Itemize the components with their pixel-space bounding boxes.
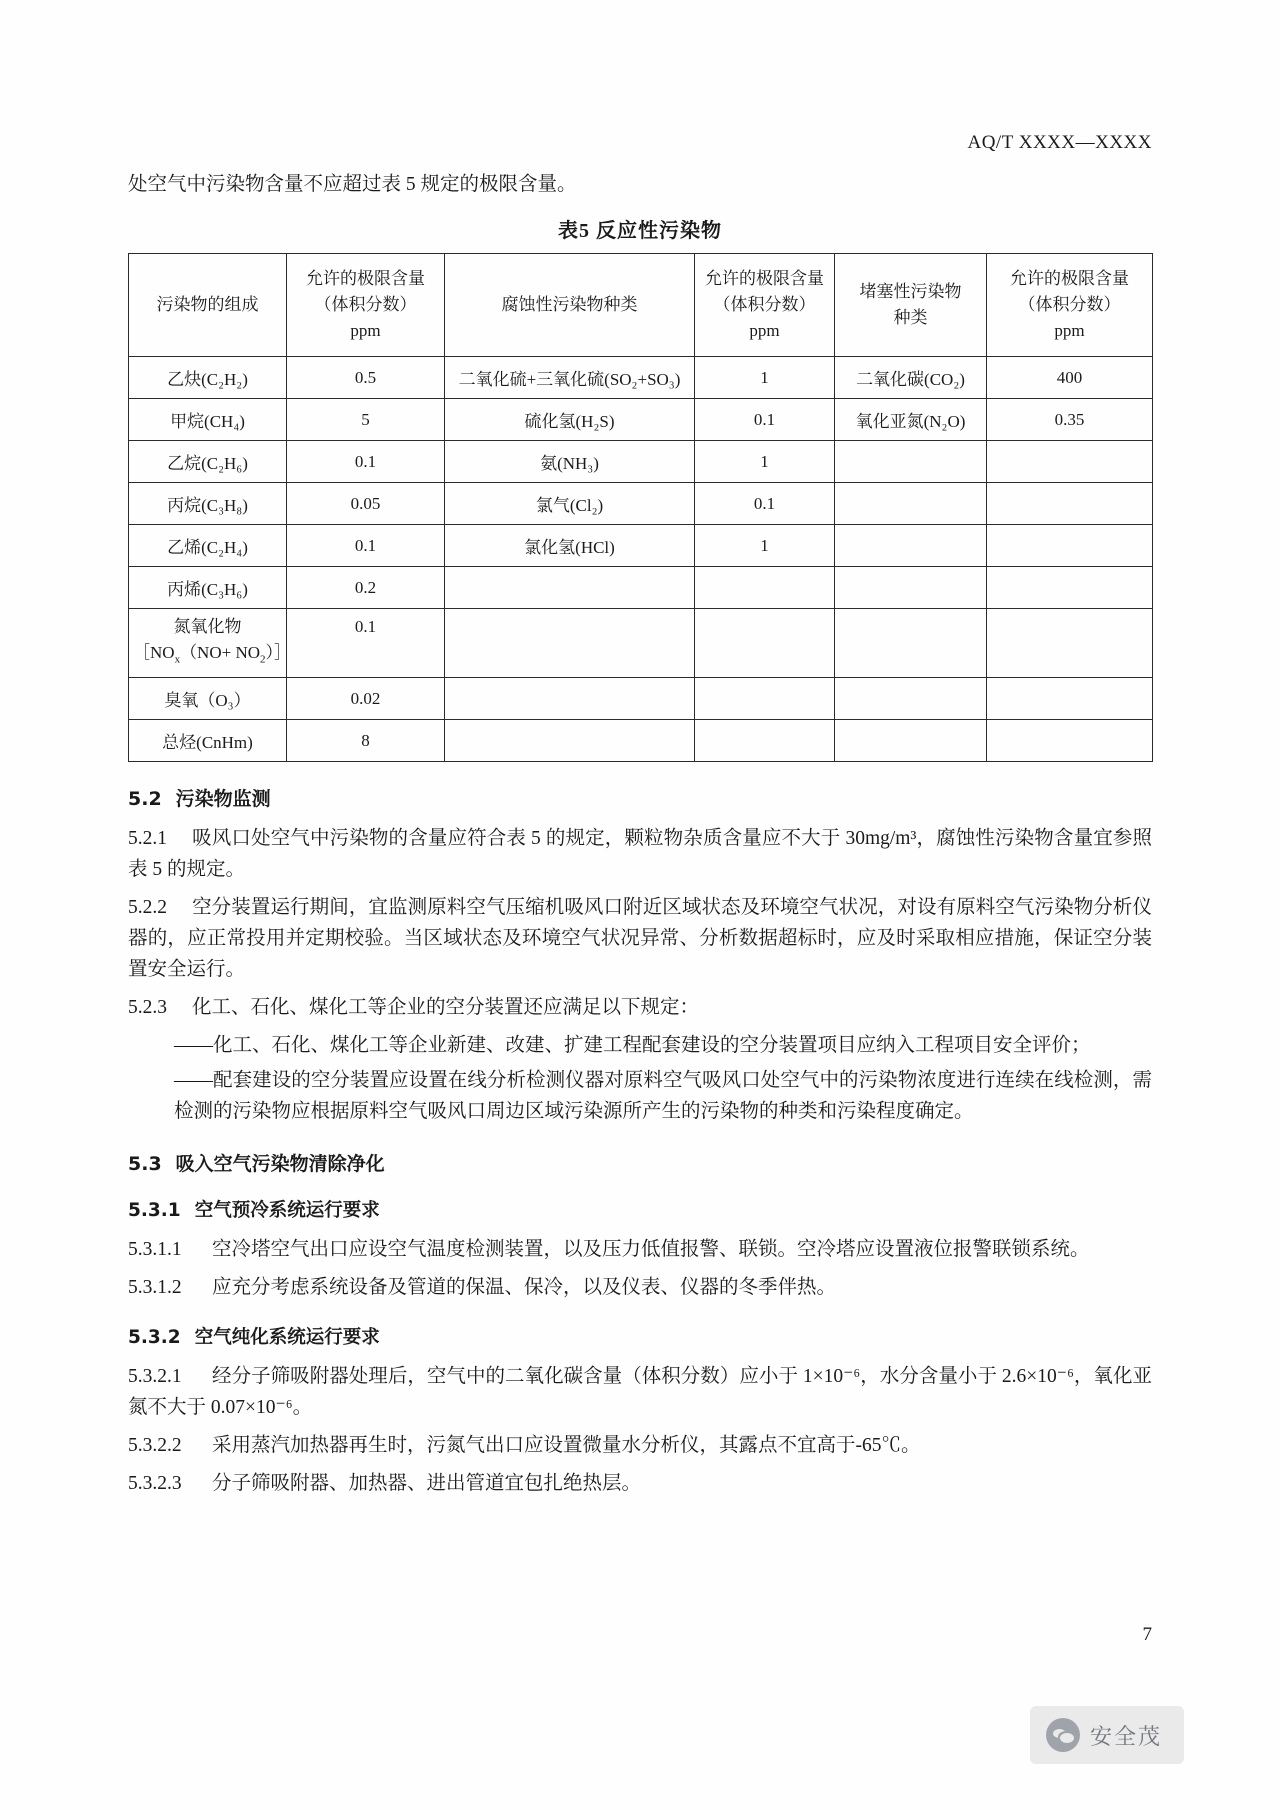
cell-limit2 (695, 678, 835, 720)
cell-corrosive: 硫化氢(H₂S) (445, 399, 695, 441)
table-header-row (129, 254, 1153, 357)
paragraph-text: 分子筛吸附器、加热器、进出管道宜包扎绝热层。 (212, 1473, 642, 1495)
cell-corrosive: 氯气(Cl₂) (445, 483, 695, 525)
col-header-pollutant-composition: 污染物的组成 (129, 254, 287, 357)
cell-corrosive: 二氧化硫+三氧化硫(SO₂+SO₃) (445, 357, 695, 399)
paragraph-number: 5.2.1 (128, 828, 167, 850)
cell-limit2 (695, 720, 835, 762)
paragraph-5-2-3 (128, 992, 1152, 1023)
cell-clogging (835, 609, 987, 678)
cell-limit2: 1 (695, 357, 835, 399)
paragraph-text: 经分子筛吸附器处理后，空气中的二氧化碳含量（体积分数）应小于 1×10⁻⁶，水分含量小于 2.6×10⁻⁶，氧化亚氮不大于 0.07×10⁻⁶。 (128, 1366, 1152, 1419)
cell-composition: 乙炔(C₂H₂) (129, 357, 287, 399)
cell-corrosive (445, 720, 695, 762)
table-row (129, 609, 1153, 678)
table-row (129, 567, 1153, 609)
cell-clogging: 二氧化碳(CO₂) (835, 357, 987, 399)
paragraph-5-3-2-3 (128, 1468, 1152, 1499)
table-row (129, 678, 1153, 720)
cell-limit1: 0.02 (287, 678, 445, 720)
cell-composition: 丙烯(C₃H₆) (129, 567, 287, 609)
col-header-clogging-types: 堵塞性污染物 种类 (835, 254, 987, 357)
cell-limit3 (987, 483, 1153, 525)
cell-clogging: 氧化亚氮(N₂O) (835, 399, 987, 441)
cell-composition: 臭氧（O₃） (129, 678, 287, 720)
section-number: 5.3.2 (128, 1327, 181, 1349)
cell-clogging (835, 720, 987, 762)
section-heading-5-3 (128, 1149, 1152, 1176)
cell-corrosive: 氯化氢(HCl) (445, 525, 695, 567)
cell-limit1: 8 (287, 720, 445, 762)
table-row (129, 399, 1153, 441)
cell-limit2: 0.1 (695, 483, 835, 525)
paragraph-number: 5.2.3 (128, 997, 167, 1019)
paragraph-number: 5.2.2 (128, 897, 167, 919)
col-header-corrosive-types: 腐蚀性污染物种类 (445, 254, 695, 357)
section-number: 5.3 (128, 1153, 162, 1176)
cell-limit3 (987, 525, 1153, 567)
cell-composition: 乙烷(C₂H₆) (129, 441, 287, 483)
cell-limit1: 0.1 (287, 609, 445, 678)
col-header-limit-2: 允许的极限含量 （体积分数） ppm (695, 254, 835, 357)
paragraph-text: 空冷塔空气出口应设空气温度检测装置，以及压力低值报警、联锁。空冷塔应设置液位报警联锁系统。 (212, 1239, 1090, 1261)
cell-corrosive (445, 609, 695, 678)
cell-limit3 (987, 720, 1153, 762)
cell-clogging (835, 441, 987, 483)
cell-limit2: 0.1 (695, 399, 835, 441)
cell-clogging (835, 483, 987, 525)
paragraph-text: 化工、石化、煤化工等企业的空分装置还应满足以下规定： (192, 997, 700, 1019)
list-item-dash-2: ——配套建设的空分装置应设置在线分析检测仪器对原料空气吸风口处空气中的污染物浓度进行连续在线检测，需检测的污染物应根据原料空气吸风口周边区域污染源所产生的污染物的种类和污染程度确定。 (174, 1070, 1152, 1123)
paragraph-number: 5.3.2.2 (128, 1435, 182, 1457)
paragraph-number: 5.3.2.1 (128, 1366, 182, 1388)
cell-limit1: 5 (287, 399, 445, 441)
cell-composition: 乙烯(C₂H₄) (129, 525, 287, 567)
section-number: 5.3.1 (128, 1200, 181, 1222)
table5-caption: 表5 反应性污染物 (558, 220, 722, 242)
paragraph-number: 5.3.1.2 (128, 1277, 182, 1299)
paragraph-text: 吸风口处空气中污染物的含量应符合表 5 的规定，颗粒物杂质含量应不大于 30mg/m³，腐蚀性污染物含量宜参照表 5 的规定。 (128, 828, 1152, 881)
section-title: 吸入空气污染物清除净化 (175, 1153, 385, 1176)
paragraph-text: 空分装置运行期间，宜监测原料空气压缩机吸风口附近区域状态及环境空气状况，对设有原料空气污染物分析仪器的，应正常投用并定期校验。当区域状态及环境空气状况异常、分析数据超标时，应及时采取相应措施，保证空分装置安全运行。 (128, 897, 1152, 981)
cell-limit3 (987, 609, 1153, 678)
cell-composition: 甲烷(CH₄) (129, 399, 287, 441)
table-row (129, 357, 1153, 399)
table-row (129, 720, 1153, 762)
paragraph-text: 应充分考虑系统设备及管道的保温、保冷，以及仪表、仪器的冬季伴热。 (212, 1277, 837, 1299)
paragraph-number: 5.3.2.3 (128, 1473, 182, 1495)
paragraph-5-3-2-2 (128, 1430, 1152, 1461)
table-row (129, 441, 1153, 483)
page-number: 7 (1142, 1624, 1152, 1645)
cell-limit2: 1 (695, 441, 835, 483)
section-title: 污染物监测 (175, 788, 271, 811)
watermark-badge (1030, 1706, 1184, 1764)
col-header-limit-3: 允许的极限含量 （体积分数） ppm (987, 254, 1153, 357)
table-reactive-pollutants (128, 253, 1153, 762)
watermark-label: 安全茂 (1089, 1724, 1162, 1750)
cell-limit2 (695, 609, 835, 678)
section-heading-5-2 (128, 784, 1152, 811)
cell-corrosive: 氨(NH₃) (445, 441, 695, 483)
cell-limit1: 0.1 (287, 441, 445, 483)
section-title: 空气纯化系统运行要求 (194, 1327, 380, 1349)
cell-limit1: 0.05 (287, 483, 445, 525)
cell-limit2 (695, 567, 835, 609)
lead-paragraph: 处空气中污染物含量不应超过表 5 规定的极限含量。 (128, 174, 577, 195)
paragraph-5-3-1-1 (128, 1234, 1152, 1265)
cell-limit3 (987, 567, 1153, 609)
paragraph-5-2-1 (128, 823, 1152, 885)
cell-limit1: 0.5 (287, 357, 445, 399)
page-header-standard-code: AQ/T XXXX—XXXX (967, 132, 1152, 153)
table-row (129, 525, 1153, 567)
paragraph-number: 5.3.1.1 (128, 1239, 182, 1261)
cell-limit1: 0.1 (287, 525, 445, 567)
cell-limit3 (987, 441, 1153, 483)
section-number: 5.2 (128, 788, 162, 811)
cell-limit3: 400 (987, 357, 1153, 399)
cell-clogging (835, 567, 987, 609)
cell-composition: 丙烷(C₃H₈) (129, 483, 287, 525)
col-header-limit-1: 允许的极限含量 （体积分数） ppm (287, 254, 445, 357)
paragraph-5-3-2-1 (128, 1361, 1152, 1423)
paragraph-5-3-1-2 (128, 1272, 1152, 1303)
cell-limit3: 0.35 (987, 399, 1153, 441)
section-title: 空气预冷系统运行要求 (194, 1200, 380, 1222)
cell-composition: 总烃(CnHm) (129, 720, 287, 762)
cell-limit1: 0.2 (287, 567, 445, 609)
document-body (128, 170, 1152, 1506)
cell-limit2: 1 (695, 525, 835, 567)
list-item-dash-1: ——化工、石化、煤化工等企业新建、改建、扩建工程配套建设的空分装置项目应纳入工程项目安全评价； (174, 1035, 1091, 1057)
cell-corrosive (445, 567, 695, 609)
section-heading-5-3-2 (128, 1323, 1152, 1349)
cell-clogging (835, 525, 987, 567)
paragraph-text: 采用蒸汽加热器再生时，污氮气出口应设置微量水分析仪，其露点不宜高于-65℃。 (212, 1435, 921, 1457)
cell-limit3 (987, 678, 1153, 720)
cell-corrosive (445, 678, 695, 720)
paragraph-5-2-2 (128, 892, 1152, 985)
cell-clogging (835, 678, 987, 720)
wechat-icon (1046, 1718, 1080, 1752)
section-heading-5-3-1 (128, 1196, 1152, 1222)
table-row (129, 483, 1153, 525)
cell-composition: 氮氧化物 $[NO_x(NO+$ $NO_2)]$ (129, 609, 287, 678)
